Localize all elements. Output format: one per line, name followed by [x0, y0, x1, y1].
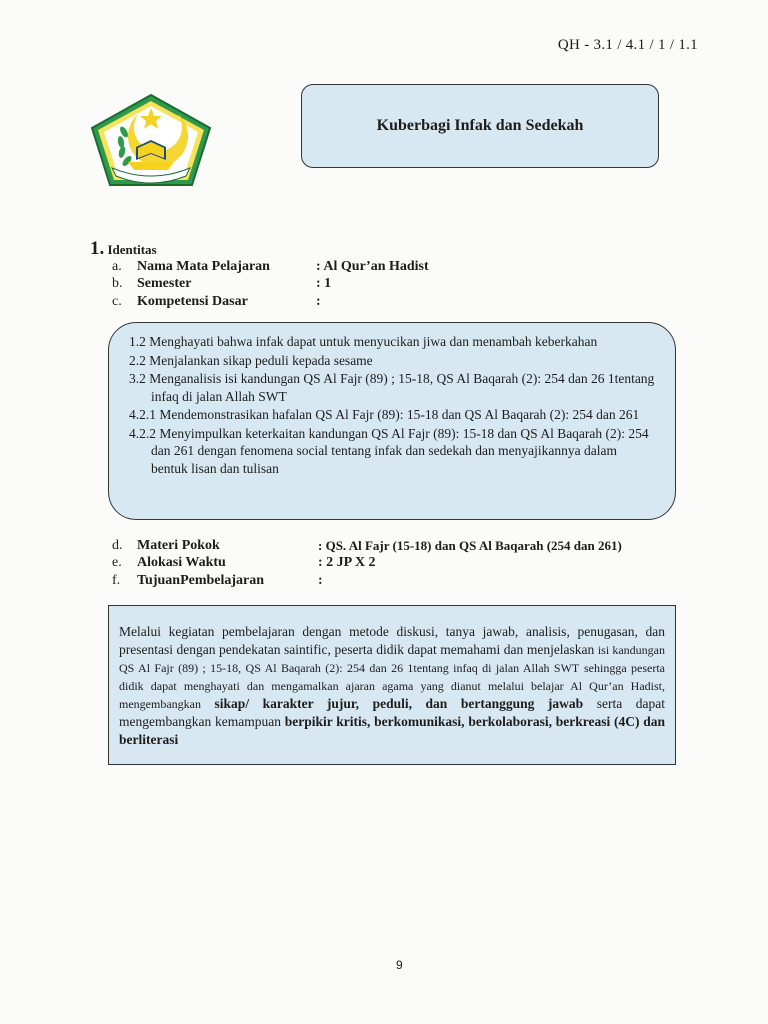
tujuan-pembelajaran-box [108, 605, 676, 765]
row-letter: a. [112, 259, 122, 274]
kd-item: 4.2.2 Menyimpulkan keterkaitan kandungan QS Al Fajr (89): 15-18 dan QS Al Baqarah (2): 254 dan 261 dengan fenomena social tentang infak dan sedekah dan menyajikannya dalam bentuk lisan dan tulisan [129, 425, 649, 476]
row-letter: b. [112, 276, 123, 291]
identitas-value-e: : 2 JP X 2 [318, 555, 376, 570]
row-letter: e. [112, 555, 122, 570]
tujuan-text: isi kandungan QS Al Fajr (89) ; 15-18, QS Al Baqarah (2): 254 dan 26 1tentang infaq di jalan Allah SWT [119, 643, 665, 675]
tujuan-text: sehingga peserta didik dapat menghayati dan mengamalkan ajaran agama yang dianut melalui belajar Al Qur’an Hadist, mengembangkan [119, 661, 666, 711]
tujuan-bold-text: berpikir kritis, berkomunikasi, berkolaborasi, berkreasi (4C) dan berliterasi [119, 714, 665, 747]
section-number: 1. [90, 238, 105, 259]
page-number: 9 [396, 958, 403, 972]
section-identitas-heading [90, 238, 157, 260]
row-label: Kompetensi Dasar [137, 294, 248, 309]
row-label: Materi Pokok [137, 538, 220, 553]
document-code: QH - 3.1 / 4.1 / 1 / 1.1 [557, 37, 698, 53]
kd-item: 4.2.1 Mendemonstrasikan hafalan QS Al Fajr (89): 15-18 dan QS Al Baqarah (2): 254 dan 261 [129, 407, 640, 422]
row-label: Alokasi Waktu [137, 555, 226, 570]
identitas-value-a: : Al Qur’an Hadist [316, 259, 429, 274]
kemenag-logo-icon [88, 92, 214, 188]
row-letter: c. [112, 294, 122, 309]
identitas-row-d [112, 538, 220, 554]
row-letter: d. [112, 538, 123, 553]
identitas-row-a [112, 259, 270, 275]
identitas-value-f: : [318, 573, 323, 588]
row-label: Semester [137, 276, 192, 291]
identitas-row-b [112, 276, 191, 292]
kd-item: 1.2 Menghayati bahwa infak dapat untuk menyucikan jiwa dan menambah keberkahan [129, 334, 598, 349]
tujuan-text: Melalui kegiatan pembelajaran dengan metode diskusi, tanya jawab, analisis, penugasan, dan presentasi dengan pendekatan saintific, peserta didik dapat memahami dan menjelaskan [119, 624, 665, 657]
identitas-row-c [112, 294, 248, 310]
kd-item: 3.2 Menganalisis isi kandungan QS Al Fajr (89) ; 15-18, QS Al Baqarah (2): 254 dan 26 1tentang infaq di jalan Allah SWT [129, 371, 655, 404]
identitas-row-e [112, 555, 226, 571]
section-heading-label: Identitas [107, 242, 157, 257]
tujuan-bold-text: sikap/ karakter jujur, peduli, dan bertanggung jawab [214, 696, 584, 711]
tujuan-text: serta dapat mengembangkan kemampuan [119, 696, 666, 729]
identitas-value-d: : QS. Al Fajr (15-18) dan QS Al Baqarah (254 dan 261) [318, 538, 622, 553]
kd-item: 2.2 Menjalankan sikap peduli kepada sesame [129, 352, 373, 368]
identitas-row-f [112, 573, 264, 589]
row-label: TujuanPembelajaran [137, 573, 265, 588]
row-label: Nama Mata Pelajaran [137, 259, 270, 274]
lesson-title: Kuberbagi Infak dan Sedekah [301, 84, 659, 168]
kompetensi-dasar-box [108, 322, 676, 520]
identitas-value-b: : 1 [316, 276, 332, 291]
row-letter: f. [112, 573, 121, 588]
identitas-value-c: : [316, 294, 321, 309]
